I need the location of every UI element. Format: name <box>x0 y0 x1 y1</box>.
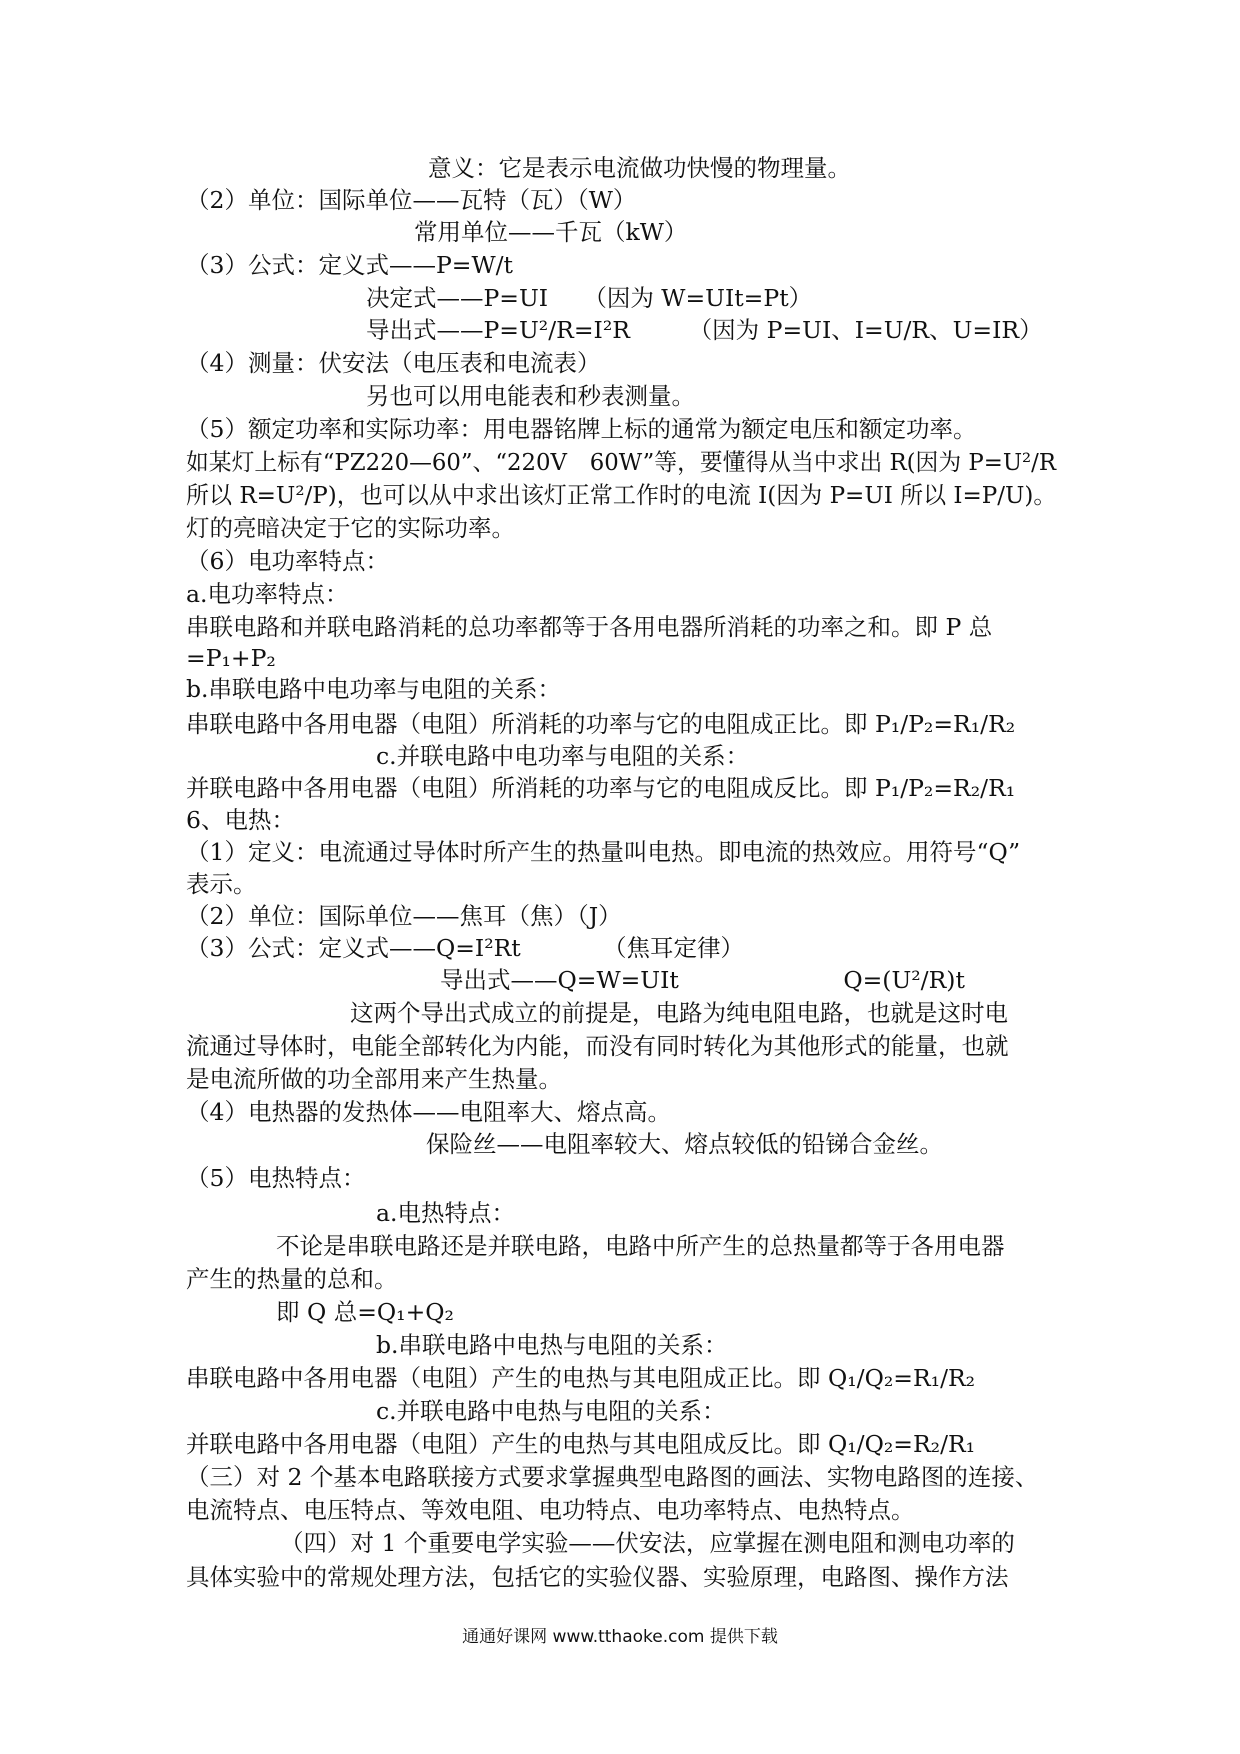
text-line: 如某灯上标有“PZ220—60”、“220V 60W”等，要懂得从当中求出 R(因为 P=U²/R <box>186 448 1057 476</box>
page-footer: 通通好课网 www.tthaoke.com 提供下载 <box>462 1627 778 1647</box>
text-line: 这两个导出式成立的前提是，电路为纯电阻电路，也就是这时电 <box>350 999 1008 1027</box>
text-line: （四）对 1 个重要电学实验——伏安法，应掌握在测电阻和测电功率的 <box>280 1529 1015 1557</box>
text-line: （3）公式：定义式——Q=I²Rt （焦耳定律） <box>186 934 744 962</box>
text-line: a.电热特点： <box>376 1199 515 1227</box>
text-line: 串联电路中各用电器（电阻）所消耗的功率与它的电阻成正比。即 P₁/P₂=R₁/R₂ <box>186 710 1016 738</box>
text-line: 具体实验中的常规处理方法，包括它的实验仪器、实验原理，电路图、操作方法 <box>186 1563 1009 1591</box>
text-line: 所以 R=U²/P)，也可以从中求出该灯正常工作时的电流 I(因为 P=UI 所以 I=P/U)。 <box>186 481 1057 509</box>
text-line: 决定式——P=UI （因为 W=UIt=Pt） <box>366 284 813 312</box>
text-line: （6）电功率特点： <box>186 547 389 575</box>
text-line: （2）单位：国际单位——瓦特（瓦）（W） <box>186 186 637 214</box>
text-line: c.并联电路中电功率与电阻的关系： <box>376 742 750 770</box>
text-line: 流通过导体时，电能全部转化为内能，而没有同时转化为其他形式的能量，也就 <box>186 1032 1009 1060</box>
text-line: （4）电热器的发热体——电阻率大、熔点高。 <box>186 1098 671 1126</box>
text-line: （4）测量：伏安法（电压表和电流表） <box>186 349 601 377</box>
text-line: （3）公式：定义式——P=W/t <box>186 251 513 279</box>
text-line: （5）电热特点： <box>186 1164 366 1192</box>
text-line: 是电流所做的功全部用来产生热量。 <box>186 1065 562 1093</box>
text-line: 导出式——Q=W=UIt Q=(U²/R)t <box>440 966 965 994</box>
text-line: 产生的热量的总和。 <box>186 1265 398 1293</box>
text-line: 表示。 <box>186 870 257 898</box>
text-line: （5）额定功率和实际功率：用电器铭牌上标的通常为额定电压和额定功率。 <box>186 415 977 443</box>
text-line: b.串联电路中电热与电阻的关系： <box>376 1331 728 1359</box>
text-line: b.串联电路中电功率与电阻的关系： <box>186 675 562 703</box>
text-line: c.并联电路中电热与电阻的关系： <box>376 1397 726 1425</box>
text-line: 即 Q 总=Q₁+Q₂ <box>276 1298 454 1326</box>
text-line: （2）单位：国际单位——焦耳（焦）（J） <box>186 902 622 930</box>
text-line: 并联电路中各用电器（电阻）产生的电热与其电阻成反比。即 Q₁/Q₂=R₂/R₁ <box>186 1430 976 1458</box>
text-line: 串联电路中各用电器（电阻）产生的电热与其电阻成正比。即 Q₁/Q₂=R₁/R₂ <box>186 1364 976 1392</box>
text-line: 串联电路和并联电路消耗的总功率都等于各用电器所消耗的功率之和。即 P 总 <box>186 613 993 641</box>
text-line: 灯的亮暗决定于它的实际功率。 <box>186 514 515 542</box>
text-line: 导出式——P=U²/R=I²R （因为 P=UI、I=U/R、U=IR） <box>366 316 1043 344</box>
text-line: （三）对 2 个基本电路联接方式要求掌握典型电路图的画法、实物电路图的连接、 <box>186 1463 1039 1491</box>
text-line: 另也可以用电能表和秒表测量。 <box>366 382 695 410</box>
text-line: 6、电热： <box>186 806 295 834</box>
text-line: a.电功率特点： <box>186 580 349 608</box>
text-line: 电流特点、电压特点、等效电阻、电功特点、电功率特点、电热特点。 <box>186 1496 915 1524</box>
text-line: 不论是串联电路还是并联电路，电路中所产生的总热量都等于各用电器 <box>276 1232 1005 1260</box>
text-line: =P₁+P₂ <box>186 644 276 672</box>
text-line: 保险丝——电阻率较大、熔点较低的铅锑合金丝。 <box>426 1130 943 1158</box>
text-line: 常用单位——千瓦（kW） <box>414 218 688 246</box>
text-line: 并联电路中各用电器（电阻）所消耗的功率与它的电阻成反比。即 P₁/P₂=R₂/R₁ <box>186 774 1016 802</box>
text-line: 意义：它是表示电流做功快慢的物理量。 <box>428 154 851 182</box>
text-line: （1）定义：电流通过导体时所产生的热量叫电热。即电流的热效应。用符号“Q” <box>186 838 1021 866</box>
